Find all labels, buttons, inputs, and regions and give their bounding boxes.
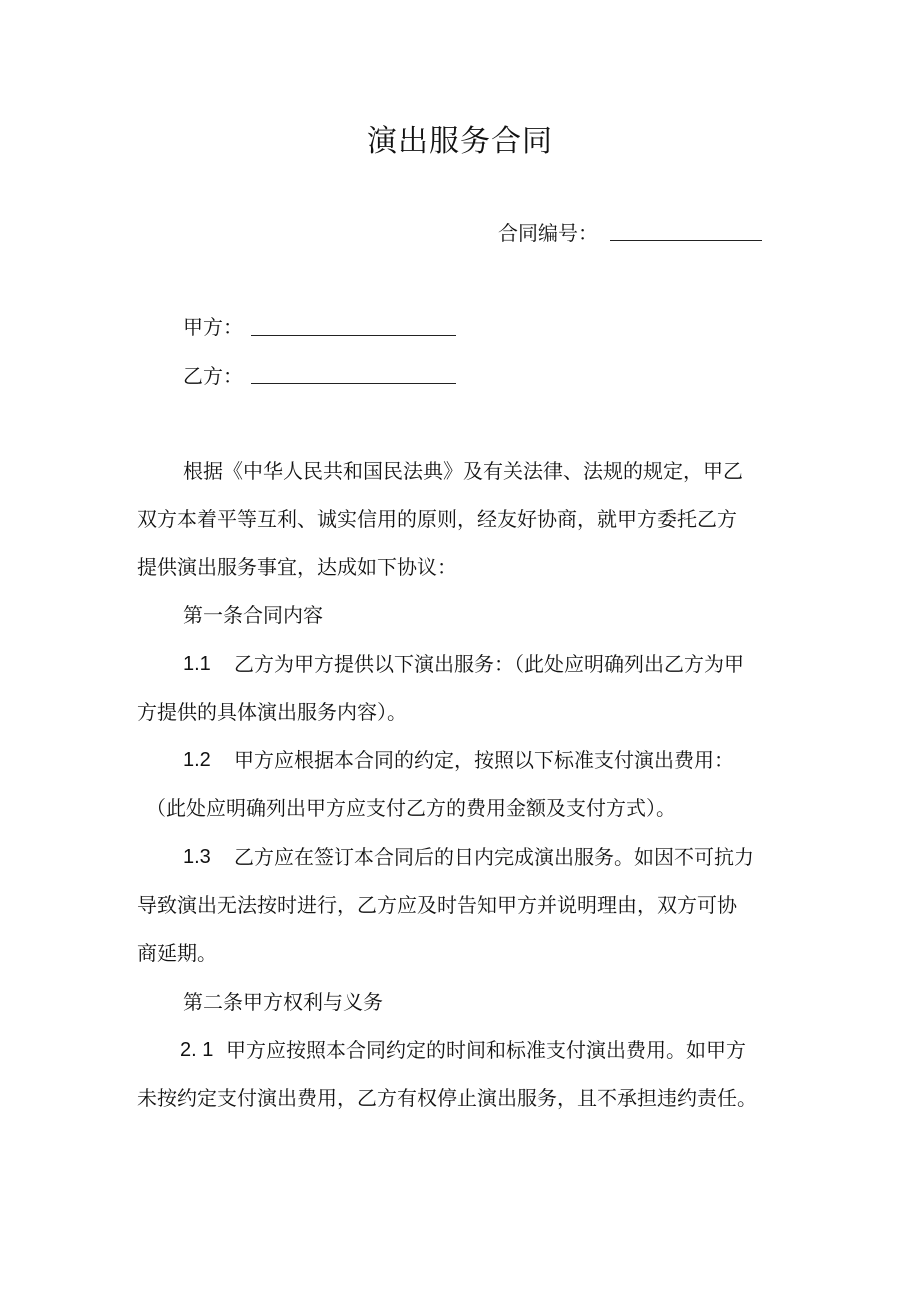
clause-2-1-number: 2. 1 (180, 1039, 214, 1061)
contract-no-label: 合同编号： (498, 221, 598, 245)
preamble-line: 双方本着平等互利、诚实信用的原则，经友好协商，就甲方委托乙方 (137, 507, 737, 531)
party-a-blank (251, 335, 456, 336)
document-title: 演出服务合同 (367, 124, 553, 159)
clause-1-2-number: 1.2 (183, 749, 211, 771)
clause-2-1-text: 甲方应按照本合同约定的时间和标准支付演出费用。如甲方 (226, 1038, 746, 1062)
contract-no-blank (610, 240, 762, 241)
clause-1-1-number: 1.1 (183, 653, 211, 675)
article-2-heading: 第二条甲方权利与义务 (183, 990, 383, 1014)
clause-1-3-text: 导致演出无法按时进行，乙方应及时告知甲方并说明理由，双方可协 (137, 893, 737, 917)
clause-1-1-text: 方提供的具体演出服务内容）。 (137, 700, 407, 724)
article-1-heading: 第一条合同内容 (183, 603, 323, 627)
clause-1-3-text: 商延期。 (137, 941, 217, 965)
clause-1-2-text: （此处应明确列出甲方应支付乙方的费用金额及支付方式）。 (146, 796, 676, 820)
party-b-label: 乙方： (183, 364, 243, 388)
preamble-line: 根据《中华人民共和国民法典》及有关法律、法规的规定，甲乙 (183, 459, 743, 483)
clause-1-1-text: 乙方为甲方提供以下演出服务：（此处应明确列出乙方为甲 (234, 652, 744, 676)
preamble-line: 提供演出服务事宜，达成如下协议： (137, 555, 457, 579)
clause-1-3-number: 1.3 (183, 846, 211, 868)
clause-2-1-text: 未按约定支付演出费用，乙方有权停止演出服务，且不承担违约责任。 (137, 1086, 757, 1110)
clause-1-3-text: 乙方应在签订本合同后的日内完成演出服务。如因不可抗力 (234, 845, 754, 869)
clause-1-2-text: 甲方应根据本合同的约定，按照以下标准支付演出费用： (234, 748, 734, 772)
party-a-label: 甲方： (183, 315, 243, 339)
party-b-blank (251, 383, 456, 384)
